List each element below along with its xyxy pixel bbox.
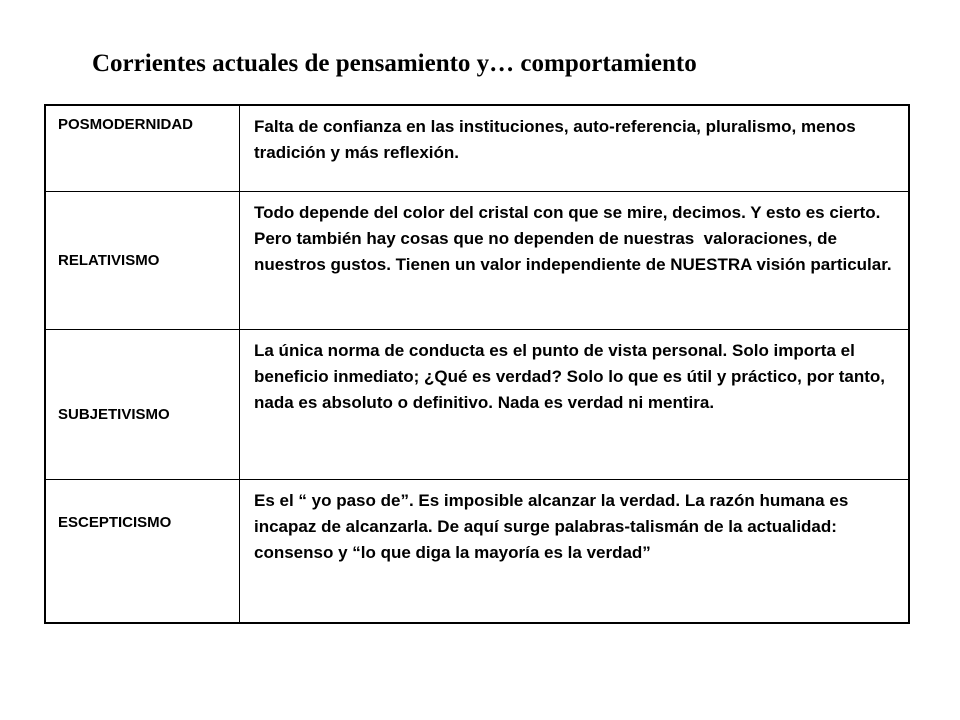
slide-title: Corrientes actuales de pensamiento y… comportamiento [92, 50, 697, 77]
table-row [46, 330, 908, 480]
term-label: SUBJETIVISMO [58, 406, 170, 423]
term-label: ESCEPTICISMO [58, 514, 172, 531]
description-cell: Es el “ yo paso de”. Es imposible alcanzar la verdad. La razón humana es incapaz de alcanzarla. De aquí surge palabras-talismán de la actualidad: consenso y “lo que diga la mayoría es la verdad” [254, 491, 854, 562]
term-cell [46, 106, 240, 191]
table-row [46, 480, 908, 622]
table-row [46, 192, 908, 330]
term-label: POSMODERNIDAD [58, 116, 194, 133]
term-cell [46, 192, 240, 329]
term-cell [46, 480, 240, 622]
description-cell: Falta de confianza en las instituciones, auto-referencia, pluralismo, menos tradición y más reflexión. [254, 117, 861, 162]
description-cell: La única norma de conducta es el punto de vista personal. Solo importa el beneficio inmediato; ¿Qué es verdad? Solo lo que es útil y práctico, por tanto, nada es absoluto o definitivo. Nada es verdad ni mentira. [254, 341, 890, 412]
concepts-table [44, 104, 910, 624]
term-cell [46, 330, 240, 479]
description-cell: Todo depende del color del cristal con que se mire, decimos. Y esto es cierto. Pero también hay cosas que no dependen de nuestras valoraciones, de nuestros gustos. Tienen un valor independiente de NUESTRA visión particular. [254, 203, 892, 274]
table-row [46, 106, 908, 192]
term-label: RELATIVISMO [58, 252, 160, 269]
